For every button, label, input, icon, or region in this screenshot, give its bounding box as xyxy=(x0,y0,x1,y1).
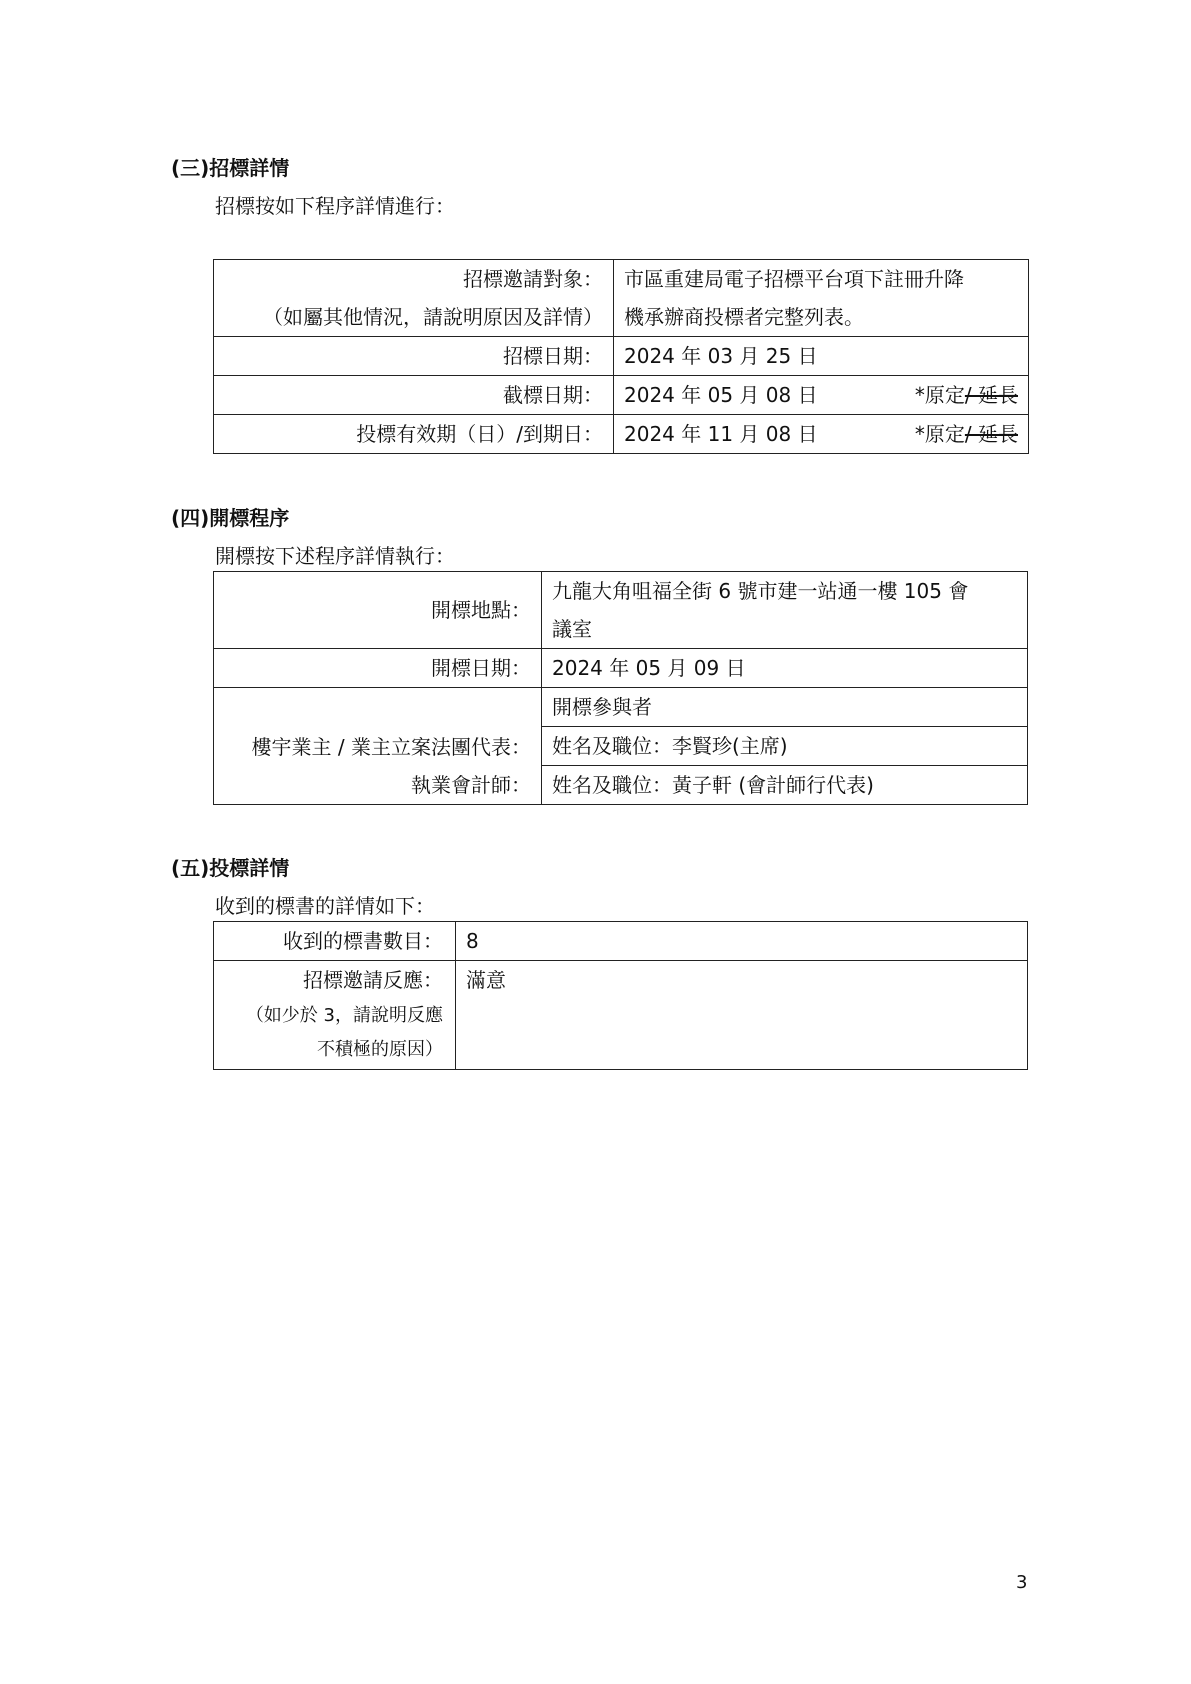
page-number: 3 xyxy=(1016,1572,1028,1593)
owner-label: 樓宇業主 / 業主立案法團代表： xyxy=(251,735,531,759)
note-extended-struck: / 延長 xyxy=(964,383,1018,407)
table-row xyxy=(214,649,1028,688)
invite-target-label-line-2: （如屬其他情況，請說明原因及詳情） xyxy=(263,305,603,329)
section-4-heading: (四)開標程序 xyxy=(171,506,290,530)
note-original: *原定 xyxy=(914,422,965,446)
table-row xyxy=(214,572,1028,649)
opening-location-line-1: 九龍大角咀福全街 6 號市建一站通一樓 105 會 xyxy=(552,579,969,603)
response-label-cell xyxy=(214,961,456,1070)
validity-note xyxy=(915,415,1018,453)
response-value: 滿意 xyxy=(456,961,1028,1070)
table-row xyxy=(214,376,1029,415)
accountant-value: 姓名及職位：黃子軒 (會計師行代表) xyxy=(542,766,1028,805)
tender-date-label: 招標日期： xyxy=(214,337,614,376)
section-5-intro: 收到的標書的詳情如下： xyxy=(215,894,435,918)
table-row xyxy=(214,415,1029,454)
section-3-heading: (三)招標詳情 xyxy=(171,156,290,180)
participants-header: 開標參與者 xyxy=(542,688,1028,727)
bid-count-label: 收到的標書數目： xyxy=(214,922,456,961)
section-4-intro: 開標按下述程序詳情執行： xyxy=(215,544,455,568)
bid-count-value: 8 xyxy=(456,922,1028,961)
tender-date-value: 2024 年 03 月 25 日 xyxy=(614,337,1029,376)
opening-date-label: 開標日期： xyxy=(214,649,542,688)
closing-date-value: 2024 年 05 月 08 日 xyxy=(624,383,818,407)
table-row xyxy=(214,337,1029,376)
bid-details-table xyxy=(213,921,1028,1070)
invite-target-label xyxy=(214,260,614,337)
opening-date-value: 2024 年 05 月 09 日 xyxy=(542,649,1028,688)
note-extended-struck: / 延長 xyxy=(964,422,1018,446)
section-5-heading: (五)投標詳情 xyxy=(171,856,290,880)
table-row xyxy=(214,688,1028,727)
invite-target-value-line-1: 市區重建局電子招標平台項下註冊升降 xyxy=(624,267,964,291)
accountant-label: 執業會計師： xyxy=(411,773,531,797)
tender-details-table xyxy=(213,259,1029,454)
table-row xyxy=(214,922,1028,961)
closing-date-cell xyxy=(614,376,1029,415)
response-label: 招標邀請反應： xyxy=(303,968,443,992)
invite-target-label-line-1: 招標邀請對象： xyxy=(463,267,603,291)
participant-labels xyxy=(214,688,542,805)
invite-target-value xyxy=(614,260,1029,337)
section-3-intro: 招標按如下程序詳情進行： xyxy=(215,194,455,218)
owner-value: 姓名及職位：李賢珍(主席) xyxy=(542,727,1028,766)
note-original: *原定 xyxy=(914,383,965,407)
opening-location-line-2: 議室 xyxy=(552,617,592,641)
table-row xyxy=(214,260,1029,337)
response-note-line-2: 不積極的原因） xyxy=(317,1039,443,1060)
closing-date-note xyxy=(915,376,1018,414)
response-note-line-1: （如少於 3，請說明反應 xyxy=(245,1005,443,1026)
validity-value: 2024 年 11 月 08 日 xyxy=(624,422,818,446)
opening-location-value xyxy=(542,572,1028,649)
closing-date-label: 截標日期： xyxy=(214,376,614,415)
validity-label: 投標有效期（日）/到期日： xyxy=(214,415,614,454)
validity-cell xyxy=(614,415,1029,454)
invite-target-value-line-2: 機承辦商投標者完整列表。 xyxy=(624,305,864,329)
table-row xyxy=(214,961,1028,1070)
opening-location-label: 開標地點： xyxy=(214,572,542,649)
opening-procedure-table xyxy=(213,571,1028,805)
